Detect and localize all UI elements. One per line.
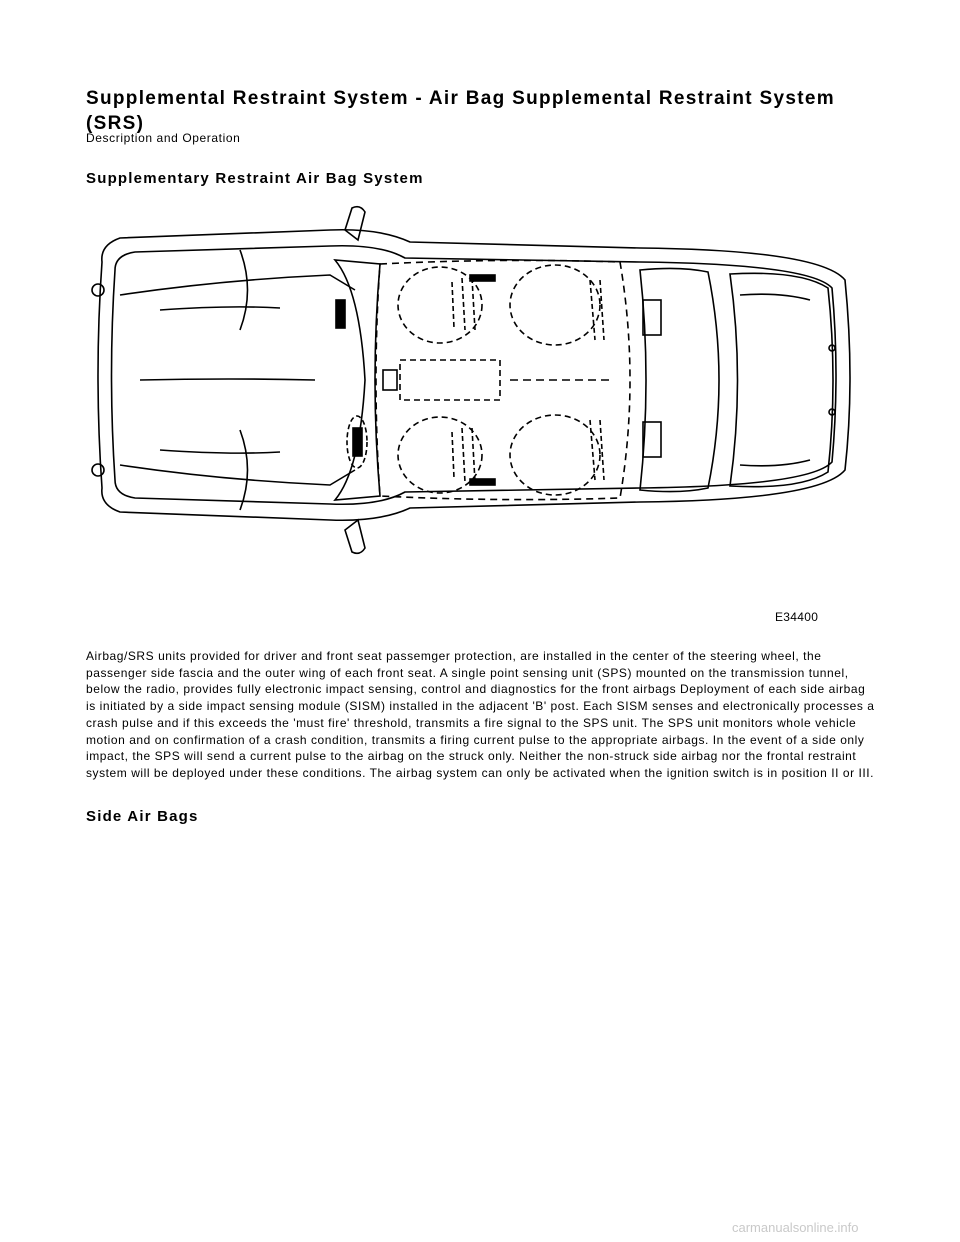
mirror-left — [345, 207, 365, 240]
bonnet-center — [140, 379, 315, 380]
watermark: carmanualsonline.info — [732, 1220, 859, 1235]
rear-parcel-top — [643, 300, 661, 335]
windscreen — [335, 260, 380, 500]
airbag-unit-steering-wheel — [353, 428, 362, 456]
rear-seat-right — [510, 415, 600, 495]
front-seat-back-right — [452, 428, 475, 482]
section-heading-airbag-system: Supplementary Restraint Air Bag System — [86, 170, 424, 187]
mirror-right — [345, 520, 365, 553]
bonnet-line-top — [120, 275, 355, 295]
vehicle-airbag-diagram — [80, 200, 870, 630]
rear-seat-left — [510, 265, 600, 345]
wheel-arch-bottom — [240, 430, 248, 510]
rear-window — [640, 268, 719, 491]
side-sensor-b-post-top — [470, 275, 495, 281]
side-sensor-b-post-bottom — [470, 479, 495, 485]
headlight-left — [92, 284, 104, 296]
airbag-unit-passenger-fascia — [336, 300, 345, 328]
body-inner-line — [112, 246, 837, 505]
boot-crease-lower — [740, 460, 810, 466]
boot-crease — [740, 294, 810, 300]
center-console — [400, 360, 500, 400]
bonnet-line-bottom — [120, 465, 355, 485]
sensing-unit-sps — [383, 370, 397, 390]
headlight-right — [92, 464, 104, 476]
body-paragraph: Airbag/SRS units provided for driver and front seat passemger protection, are installed in the center of the steering wheel, the passenger side fascia and the outer wing of each front seat. A single point sensing unit (SPS) mounted on the transmission tunnel, below the radio, provides fully electronic impact sensing, control and diagnostics for the front airbags Deployment of each side airbag is initiated by a side impact sensing module (SISM) installed in the adjacent 'B' post. Each SISM senses and electronically processes a crash pulse and if this exceeds the 'must fire' threshold, transmits a fire signal to the SPS unit. The SPS unit monitors whole vehicle motion and on confirmation of a crash condition, transmits a firing current pulse to the appropriate airbags. In the event of a side only impact, the SPS will send a current pulse to the airbag on the struck only. Neither the non-struck side airbag nor the frontal restraint system will be deployed under these conditions. The airbag system can only be activated when the ignition switch is in position II or III. — [86, 649, 875, 780]
page-subtitle: Description and Operation — [86, 131, 241, 145]
front-seat-back-left — [452, 278, 475, 330]
rear-parcel-bottom — [643, 422, 661, 457]
bonnet-crease-top — [160, 307, 280, 310]
section-heading-side-air-bags: Side Air Bags — [86, 808, 199, 825]
page-title: Supplemental Restraint System - Air Bag Supplemental Restraint System (SRS) — [86, 88, 835, 134]
figure-code: E34400 — [775, 610, 819, 624]
boot-lid — [730, 273, 833, 486]
bonnet-crease-bottom — [160, 450, 280, 453]
wheel-arch-top — [240, 250, 248, 330]
